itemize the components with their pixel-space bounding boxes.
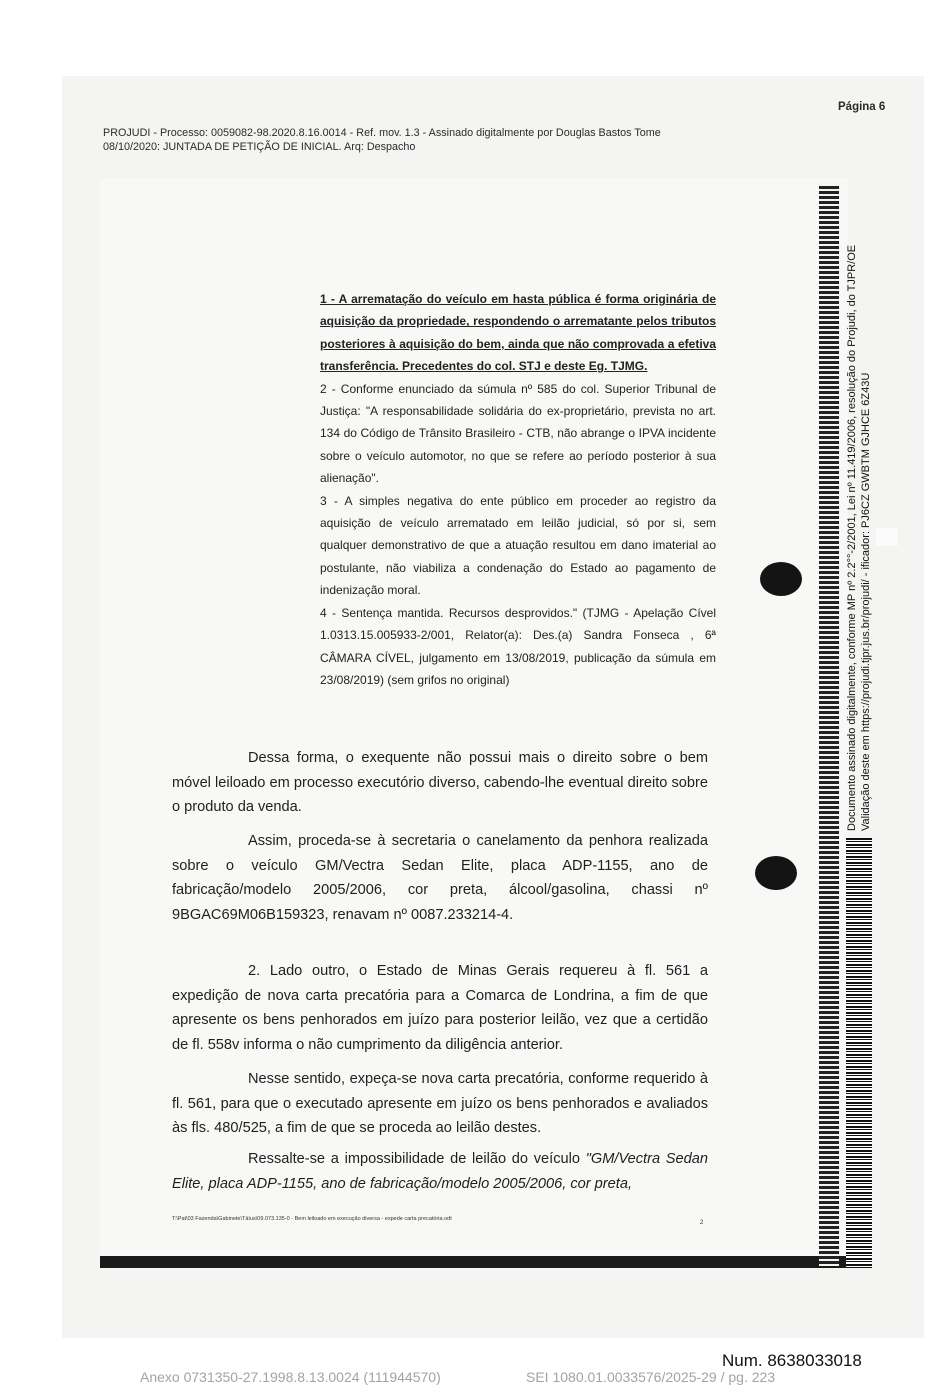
paragraph-1-text: Dessa forma, o exequente não possui mais o direito sobre o bem móvel leiloado em processo executório diverso, cabendo-lhe eventual direito sobre o produto da venda.	[172, 750, 708, 816]
header-line-1: PROJUDI - Processo: 0059082-98.2020.8.16.0014 - Ref. mov. 1.3 - Assinado digitalmente por Douglas Bastos Tome	[103, 127, 661, 139]
scan-side-edge	[819, 186, 839, 1266]
punch-hole-bottom	[755, 856, 797, 890]
inner-footer-path: T:\Pat\03 Fazenda\Gabinete\Táíus\09.073.135-0 - Bem leiloado em execução diversa - expede carta precatória.odt	[172, 1216, 452, 1222]
signature-stamp-line-1: Documento assinado digitalmente, conforme MP nº 2.2°°-2/2001, Lei nº 11.419/2006, resolução do Projudi, do TJPR/OE	[846, 244, 858, 831]
paragraph-4-text: Nesse sentido, expeça-se nova carta precatória, conforme requerido à fl. 561, para que o executado apresente em juízo os bens penhorados e avaliados às fls. 480/525, a fim de que se proceda ao leilão destes.	[172, 1071, 708, 1137]
document-number: Num. 8638033018	[722, 1351, 862, 1370]
barcode	[846, 838, 872, 1268]
paragraph-5	[172, 1147, 708, 1196]
quote-item-3: 3 - A simples negativa do ente público em proceder ao registro da aquisição de veículo arrematado em leilão judicial, só por si, sem qualquer demonstrativo de que a atuação resultou em dano imaterial ao postulante, não viabiliza a condenação do Estado ao pagamento de indenização moral.	[320, 493, 716, 598]
paragraph-4	[172, 1067, 708, 1141]
digital-signature-stamp	[846, 176, 886, 831]
paper-tab	[876, 528, 898, 546]
quote-item-2: 2 - Conforme enunciado da súmula nº 585 do col. Superior Tribunal de Justiça: "A responsabilidade solidária do ex-proprietário, prevista no art. 134 do Código de Trânsito Brasileiro - CTB, não abrange o IPVA incidente sobre o veículo automotor, no que se refere ao período posterior à sua alienação".	[320, 381, 716, 486]
paragraph-2-text: Assim, proceda-se à secretaria o canelamento da penhora realizada sobre o veículo GM/Vectra Sedan Elite, placa ADP-1155, ano de fabricação/modelo 2005/2006, cor preta, álcool/gasolina, chassi nº 9BGAC69M06B159323, renavam nº 0087.233214-4.	[172, 833, 708, 923]
paragraph-5-text: Ressalte-se a impossibilidade de leilão do veículo	[248, 1151, 586, 1167]
paragraph-5-italic: "GM/Vectra Sedan Elite, placa ADP-1155, ano de fabricação/modelo 2005/2006, cor preta,	[172, 1151, 708, 1192]
punch-hole-top	[760, 562, 802, 596]
scan-bottom-edge	[100, 1256, 852, 1268]
header-line-2: 08/10/2020: JUNTADA DE PETIÇÃO DE INICIAL. Arq: Despacho	[103, 141, 416, 153]
inner-page-number: 2	[700, 1220, 704, 1226]
signature-stamp-line-2: Validação deste em https://projudi.tjpr.jus.br/projudi/ - ificador: PJ6CZ GWBTM GJHCE 6Z43U	[859, 372, 872, 831]
quote-item-1: 1 - A arrematação do veículo em hasta pública é forma originária de aquisição da propriedade, respondendo o arrematante pelos tributos posteriores à aquisição do bem, ainda que não comprovada a efetiva transferência. Precedentes do col. STJ e deste Eg. TJMG.	[320, 292, 716, 374]
paragraph-3	[172, 959, 708, 1057]
quote-item-4: 4 - Sentença mantida. Recursos desprovidos." (TJMG - Apelação Cível 1.0313.15.005933-2/001, Relator(a): Des.(a) Sandra Fonseca , 6ª CÂMARA CÍVEL, julgamento em 13/08/2019, publicação da súmula em 23/08/2019) (sem grifos no original)	[320, 605, 716, 687]
paragraph-3-text: 2. Lado outro, o Estado de Minas Gerais requereu à fl. 561 a expedição de nova carta precatória para a Comarca de Londrina, a fim de que apresente os bens penhorados em juízo para posterior leilão, vez que a certidão de fl. 558v informa o não cumprimento da diligência anterior.	[172, 963, 708, 1053]
anexo-footer: Anexo 0731350-27.1998.8.13.0024 (111944570)	[140, 1369, 441, 1385]
paragraph-1	[172, 746, 708, 820]
paragraph-2	[172, 829, 708, 927]
projudi-header	[103, 126, 661, 154]
page-label: Página 6	[838, 101, 886, 113]
sei-footer: SEI 1080.01.0033576/2025-29 / pg. 223	[526, 1369, 776, 1385]
jurisprudence-quote	[320, 288, 716, 691]
